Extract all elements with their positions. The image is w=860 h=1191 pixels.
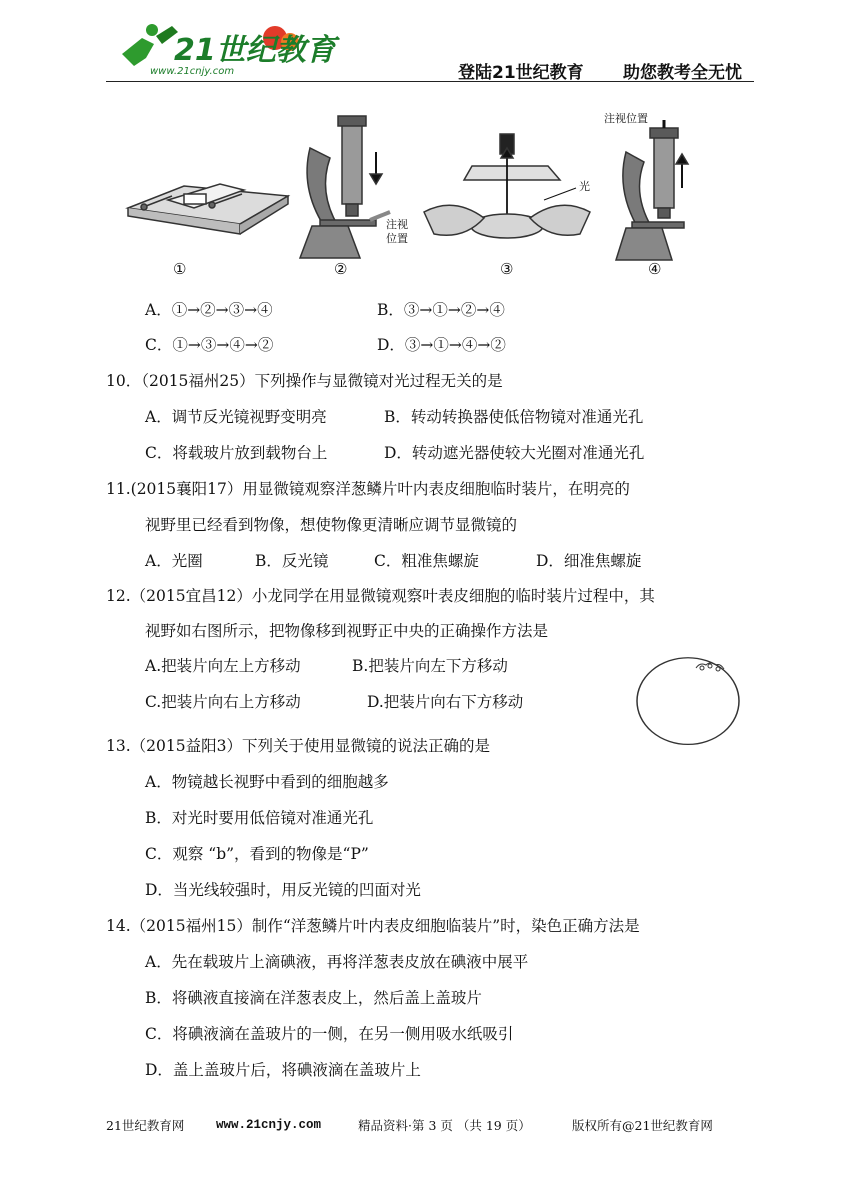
q11-stem: 11.(2015襄阳17）用显微镜观察洋葱鳞片叶内表皮细胞临时装片，在明亮的 [106,480,630,498]
q10-stem: 10．（2015福州25）下列操作与显微镜对光过程无关的是 [106,372,503,390]
panel-2-microscope-lowering [300,116,390,258]
field-of-view-figure [634,656,744,746]
q10-option-c: C．将载玻片放到载物台上 [145,444,328,462]
q10-option-a: A．调节反光镜视野变明亮 [145,408,327,426]
footer-url[interactable] [216,1116,321,1132]
footer-url-text: www.21cnjy.com [216,1118,322,1132]
panel-3-label: ③ [500,260,514,278]
site-logo[interactable] [112,14,336,80]
panel-4-note: 注视位置 [604,112,648,125]
panel-1-label: ① [173,260,187,278]
panel-2-note: 注视 [386,218,408,231]
panel-2-note-2: 位置 [386,232,408,245]
microscope-steps-figure [124,108,688,278]
q11-stem-line2: 视野里已经看到物像，想使物像更清晰应调节显微镜的 [145,516,518,534]
q10-option-b: B．转动转换器使低倍物镜对准通光孔 [384,408,644,426]
logo-graphic [112,14,336,80]
panel-1-slide-stage [128,184,288,234]
q9-option-b: B．③→①→②→④ [377,301,505,319]
q12-option-b: B.把装片向左下方移动 [352,657,508,675]
q13-option-b: B．对光时要用低倍镜对准通光孔 [145,809,374,827]
q14-stem: 14.（2015福州15）制作“洋葱鳞片叶内表皮细胞临装片”时，染色正确方法是 [106,917,640,935]
header-rule [106,81,754,82]
panel-4-label: ④ [648,260,662,278]
q13-option-a: A．物镜越长视野中看到的细胞越多 [145,773,389,791]
q10-option-d: D．转动遮光器使较大光圈对准通光孔 [384,444,645,462]
q14-option-c: C．将碘液滴在盖玻片的一侧，在另一侧用吸水纸吸引 [145,1025,514,1043]
q12-option-a: A.把装片向左上方移动 [145,657,301,675]
q11-option-c: C．粗准焦螺旋 [374,552,479,570]
q11-option-b: B．反光镜 [255,552,329,570]
figure-svg [124,108,688,278]
q14-option-a: A．先在载玻片上滴碘液，再将洋葱表皮放在碘液中展平 [145,953,529,971]
q9-option-c: C．①→③→④→② [145,336,274,354]
q11-option-d: D．细准焦螺旋 [536,552,642,570]
q12-stem-line2: 视野如右图所示，把物像移到视野正中央的正确操作方法是 [145,622,549,640]
panel-3-hands-mirror [424,134,590,238]
q12-stem: 12.（2015宜昌12）小龙同学在用显微镜观察叶表皮细胞的临时装片过程中，其 [106,587,655,605]
q12-option-c: C.把装片向右上方移动 [145,693,301,711]
q13-option-d: D．当光线较强时，用反光镜的凹面对光 [145,881,421,899]
q14-option-b: B．将碘液直接滴在洋葱表皮上，然后盖上盖玻片 [145,989,482,1007]
field-of-view-svg [634,656,744,746]
q11-option-a: A．光圈 [145,552,203,570]
q9-option-a: A．①→②→③→④ [145,301,273,319]
panel-2-label: ② [334,260,348,278]
panel-4-microscope-raising [616,120,688,260]
header-slogan-right: 助您教考全无忧 [623,63,742,83]
logo-url: www.21cnjy.com [150,66,235,77]
footer-copyright: 版权所有@21世纪教育网 [572,1118,713,1133]
footer-left: 21世纪教育网 [106,1118,185,1133]
header-slogan-left: 登陆21世纪教育 [458,63,584,83]
q13-stem: 13.（2015益阳3）下列关于使用显微镜的说法正确的是 [106,737,490,755]
footer-page-info: 精品资料·第 3 页 （共 19 页） [358,1118,531,1133]
q14-option-d: D．盖上盖玻片后，将碘液滴在盖玻片上 [145,1061,421,1079]
q12-option-d: D.把装片向右下方移动 [367,693,524,711]
q9-option-d: D．③→①→④→② [377,336,506,354]
q13-option-c: C．观察 “b”，看到的物像是“P” [145,845,369,863]
panel-3-note: 光 [579,180,590,193]
logo-text: 21世纪教育 [174,33,336,68]
